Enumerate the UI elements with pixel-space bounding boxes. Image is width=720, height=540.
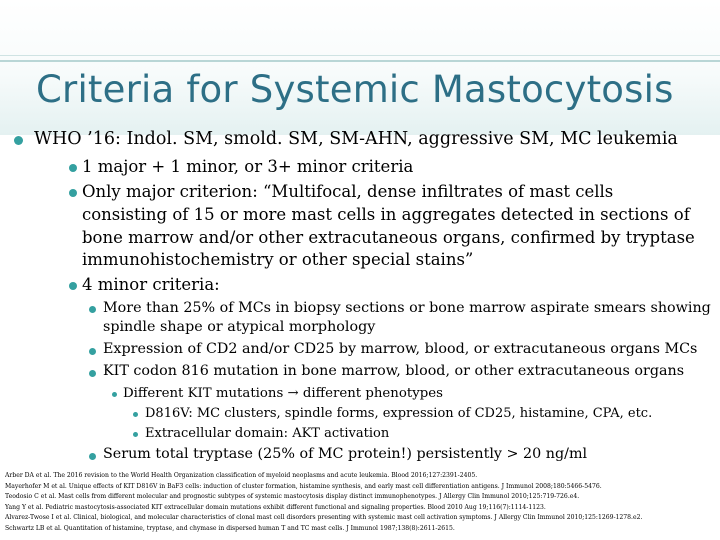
reference: Mayerhofer M et al. Unique effects of KIT D816V in BaF3 cells: induction of cluster formation, histamine synthesis, and early mast cell differentiation antigens. J Immunol 2008;180:5466-5476. (5, 482, 602, 490)
minor-criterion-3: KIT codon 816 mutation in bone marrow, blood, or other extracutaneous organs (103, 363, 685, 379)
major-criterion-line-3: bone marrow and/or other extracutaneous organs, confirmed by tryptase (82, 228, 695, 247)
reference: Alvarez-Twose I et al. Clinical, biological, and molecular characteristics of clonal mast cell disorders presenting with systemic mast cell activation symptoms. J Allergy Clin Immunol 2010;125:1269-1278.e2. (5, 514, 643, 521)
bullet-icon (69, 164, 77, 172)
d816v-phenotype: D816V: MC clusters, spindle forms, expression of CD25, histamine, CPA, etc. (145, 406, 653, 421)
minor-criterion-2: Expression of CD2 and/or CD25 by marrow, blood, or extracutaneous organs MCs (103, 341, 698, 357)
major-criterion-line-1: Only major criterion: “Multifocal, dense infiltrates of mast cells (82, 182, 614, 201)
bullet-icon (69, 189, 77, 197)
bullet-icon (89, 348, 96, 355)
bullet-icon (14, 136, 23, 145)
bullet-icon (112, 392, 117, 397)
minor-criteria-heading: 4 minor criteria: (82, 275, 220, 294)
bullet-icon (89, 453, 96, 460)
references (5, 471, 717, 534)
kit-mutations-note: Different KIT mutations → different phenotypes (123, 386, 443, 401)
minor-criterion-1-line-1: More than 25% of MCs in biopsy sections or bone marrow aspirate smears showing (103, 300, 711, 316)
reference: Schwartz LB et al. Quantitation of histamine, tryptase, and chymase in dispersed human T and TC mast cells. J Immunol 1987;138(8):2611-2615. (5, 524, 455, 532)
bullet-icon (133, 432, 138, 437)
minor-criterion-4: Serum total tryptase (25% of MC protein!) persistently > 20 ng/ml (103, 446, 588, 462)
bullet-icon (89, 306, 96, 313)
header-rule-top (0, 55, 720, 56)
who-classification: WHO ’16: Indol. SM, smold. SM, SM-AHN, aggressive SM, MC leukemia (34, 129, 678, 149)
bullet-icon (69, 282, 77, 290)
major-criterion-line-4: immunohistochemistry or other special stains” (82, 250, 474, 269)
major-criterion-line-2: consisting of 15 or more mast cells in aggregates detected in sections of (82, 205, 690, 224)
minor-criterion-1-line-2: spindle shape or atypical morphology (103, 319, 376, 335)
header-rule-bottom (0, 60, 720, 62)
extracellular-domain-phenotype: Extracellular domain: AKT activation (145, 426, 390, 441)
reference: Arber DA et al. The 2016 revision to the World Health Organization classification of myeloid neoplasms and acute leukemia. Blood 2016;127:2391-2405. (5, 472, 478, 479)
bullet-icon (89, 370, 96, 377)
reference: Teodosio C et al. Mast cells from different molecular and prognostic subtypes of systemic mastocytosis display distinct immunophenotypes. J Allergy Clin Immunol 2010;125:719-726.e4. (5, 493, 580, 500)
reference: Yang Y et al. Pediatric mastocytosis-associated KIT extracellular domain mutations exhibit different functional and signaling properties. Blood 2010 Aug 19;116(7):1114-1123. (5, 503, 546, 511)
bullet-icon (133, 412, 138, 417)
slide-title: Criteria for Systemic Mastocytosis (36, 68, 674, 111)
criteria-rule-line-1: 1 major + 1 minor, or 3+ minor criteria (82, 157, 414, 176)
